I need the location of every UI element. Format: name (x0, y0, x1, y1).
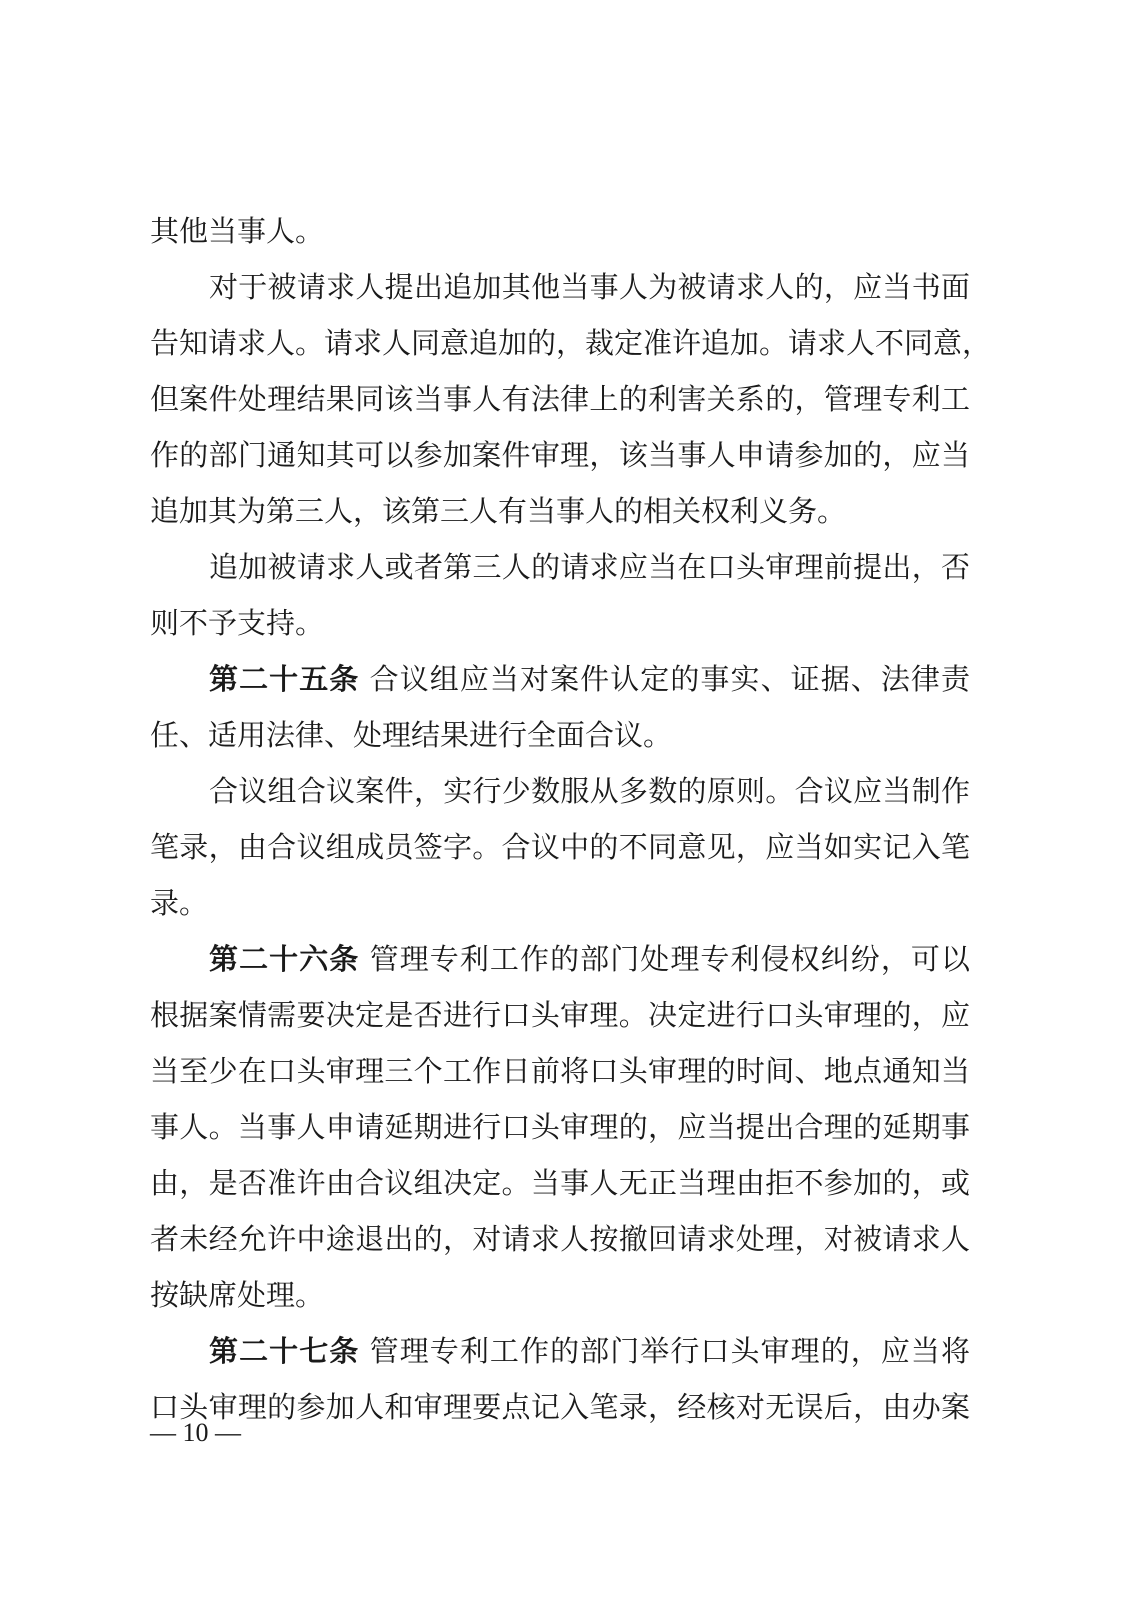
text-line: 其他当事人。 (150, 214, 325, 248)
article-line: 第二十七条 管理专利工作的部门举行口头审理的，应当将 (209, 1334, 970, 1368)
text-line: 者未经允许中途退出的，对请求人按撤回请求处理，对被请求人 (150, 1222, 970, 1256)
text-line: 根据案情需要决定是否进行口头审理。决定进行口头审理的，应 (150, 998, 970, 1032)
text-line: 追加被请求人或者第三人的请求应当在口头审理前提出，否 (209, 550, 970, 584)
article-line: 第二十六条 管理专利工作的部门处理专利侵权纠纷，可以 (209, 942, 970, 976)
text-line: 追加其为第三人，该第三人有当事人的相关权利义务。 (150, 494, 847, 528)
article-title: 第二十五条 (209, 662, 360, 696)
text-line: 告知请求人。请求人同意追加的，裁定准许追加。请求人不同意， (150, 326, 992, 360)
text-line: 作的部门通知其可以参加案件审理，该当事人申请参加的，应当 (150, 438, 970, 472)
page-number: — 10 — (150, 1418, 241, 1447)
text-line: 当至少在口头审理三个工作日前将口头审理的时间、地点通知当 (150, 1054, 970, 1088)
text-line: 合议组合议案件，实行少数服从多数的原则。合议应当制作 (209, 774, 970, 808)
article-title: 第二十七条 (209, 1334, 360, 1368)
text-line: 但案件处理结果同该当事人有法律上的利害关系的，管理专利工 (150, 382, 970, 416)
text-line: 则不予支持。 (150, 606, 325, 640)
text-line: 对于被请求人提出追加其他当事人为被请求人的，应当书面 (209, 270, 970, 304)
text-line: 录。 (150, 886, 209, 920)
text-line: 笔录，由合议组成员签字。合议中的不同意见，应当如实记入笔 (150, 830, 970, 864)
article-title: 第二十六条 (209, 942, 360, 976)
text-line: 由，是否准许由合议组决定。当事人无正当理由拒不参加的，或 (150, 1166, 970, 1200)
text-line: 事人。当事人申请延期进行口头审理的，应当提出合理的延期事 (150, 1110, 970, 1144)
text-line: 任、适用法律、处理结果进行全面合议。 (150, 718, 673, 752)
article-line: 第二十五条 合议组应当对案件认定的事实、证据、法律责 (209, 662, 970, 696)
text-line: 口头审理的参加人和审理要点记入笔录，经核对无误后，由办案 (150, 1390, 970, 1424)
text-line: 按缺席处理。 (150, 1278, 325, 1312)
